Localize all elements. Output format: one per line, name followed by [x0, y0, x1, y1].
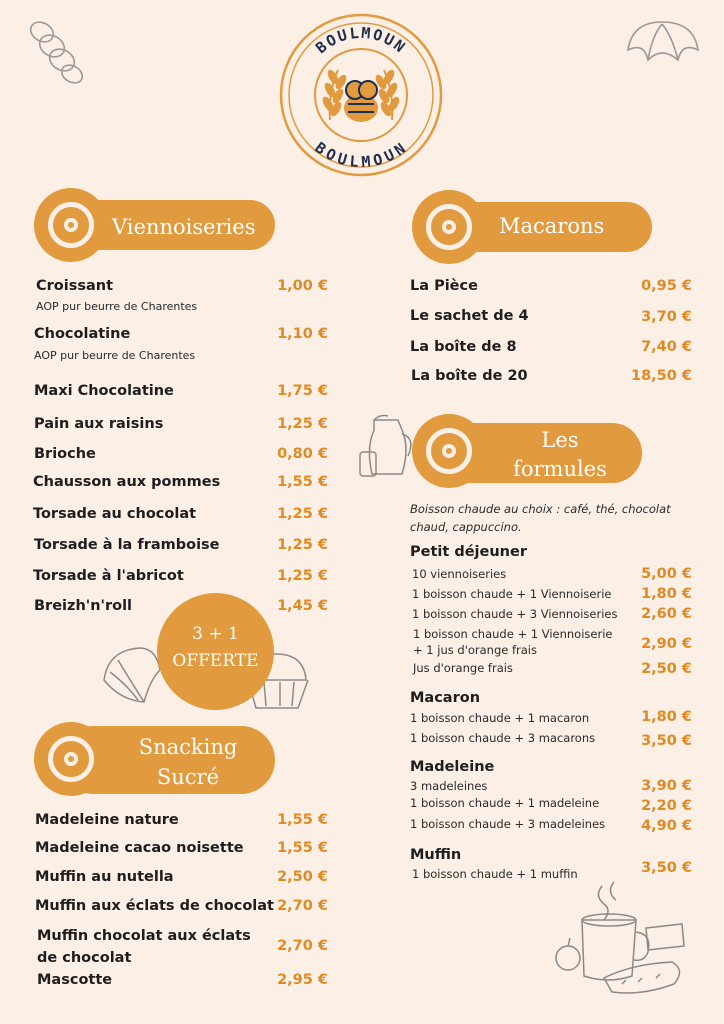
formule-item-price: 4,90 €	[641, 818, 692, 834]
menu-item-name: Chausson aux pommes	[33, 474, 221, 490]
formule-item-name: 1 boisson chaude + 1 muffin	[412, 867, 578, 881]
menu-item-desc: AOP pur beurre de Charentes	[36, 300, 198, 313]
formule-item-name: 1 boisson chaude + 1 Viennoiserie	[412, 587, 612, 601]
menu-item-price: 7,40 €	[641, 339, 692, 355]
promo-line1: 3 + 1	[192, 624, 239, 644]
menu-item-price: 1,25 €	[277, 416, 328, 432]
menu-item-name: Maxi Chocolatine	[34, 383, 174, 399]
promo-line2: OFFERTE	[172, 651, 259, 671]
menu-item-price: 2,50 €	[277, 869, 328, 885]
formules-note-line1: Boisson chaude au choix : café, thé, chocolat	[410, 502, 671, 516]
menu-item-name: La Pièce	[410, 278, 478, 294]
formule-title: Petit déjeuner	[410, 544, 527, 560]
formule-item-price: 2,50 €	[641, 661, 692, 677]
formule-item-name: 1 boisson chaude + 3 macarons	[410, 731, 596, 745]
formule-item-name: 1 boisson chaude + 1 Viennoiserie	[413, 627, 613, 641]
formule-item-name: + 1 jus d'orange frais	[413, 643, 537, 657]
menu-item-price: 0,80 €	[277, 446, 328, 462]
logo-name-bottom: BOULMOUN	[311, 138, 411, 172]
menu-item-name: La boîte de 8	[410, 339, 517, 355]
formule-item-price: 2,60 €	[641, 606, 692, 622]
formule-title: Madeleine	[410, 759, 495, 775]
menu-item-name: Torsade au chocolat	[33, 506, 197, 522]
formule-item-price: 3,90 €	[641, 778, 692, 794]
menu-item-price: 1,10 €	[277, 326, 328, 342]
menu-item-name: Madeleine nature	[35, 812, 179, 828]
menu-item-name: Torsade à la framboise	[34, 537, 220, 553]
menu-item-price: 2,70 €	[277, 898, 328, 914]
formule-item-price: 5,00 €	[641, 566, 692, 582]
braided-bread-sketch-icon	[22, 14, 90, 86]
promo-badge	[157, 593, 274, 710]
section-title-snacking-line1: Snacking	[138, 735, 238, 759]
menu-item-name: La boîte de 20	[411, 368, 528, 384]
section-title-snacking-line2: Sucré	[156, 765, 220, 789]
menu-item-price: 2,70 €	[277, 938, 328, 954]
menu-item-name: Madeleine cacao noisette	[35, 840, 244, 856]
menu-item-name: de chocolat	[37, 950, 132, 966]
menu-item-price: 1,45 €	[277, 598, 328, 614]
menu-item-price: 18,50 €	[630, 368, 692, 384]
menu-item-price: 1,25 €	[277, 568, 328, 584]
vinyl-disc-icon	[34, 188, 108, 262]
menu-item-desc: AOP pur beurre de Charentes	[34, 349, 196, 362]
formule-item-price: 2,20 €	[641, 798, 692, 814]
croissant-sketch-icon	[622, 16, 704, 72]
formule-item-name: 3 madeleines	[410, 779, 488, 793]
formule-title: Muffin	[410, 847, 462, 863]
menu-item-price: 1,55 €	[277, 474, 328, 490]
menu-item-name: Muffin aux éclats de chocolat	[35, 898, 274, 914]
formule-title: Macaron	[410, 690, 481, 706]
formule-item-name: 10 viennoiseries	[412, 567, 507, 581]
formule-item-name: 1 boisson chaude + 3 Viennoiseries	[412, 607, 618, 621]
wheat-icon	[374, 68, 402, 120]
menu-item-price: 1,25 €	[277, 537, 328, 553]
section-title-formules-line2: formules	[513, 457, 607, 481]
boulmoun-logo	[278, 12, 444, 178]
menu-item-name: Muffin au nutella	[35, 869, 174, 885]
formule-item-name: 1 boisson chaude + 3 madeleines	[410, 817, 606, 831]
formule-item-name: Jus d'orange frais	[413, 661, 513, 675]
svg-text:BOULMOUN	[312, 24, 410, 57]
menu-item-name: Torsade à l'abricot	[33, 568, 184, 584]
coffee-breakfast-sketch-icon	[552, 880, 690, 998]
menu-item-name: Croissant	[36, 278, 114, 294]
menu-item-price: 3,70 €	[641, 309, 692, 325]
formules-note-line2: chaud, cappuccino.	[410, 520, 522, 534]
formule-item-price: 2,90 €	[641, 636, 692, 652]
formule-item-price: 3,50 €	[641, 860, 692, 876]
menu-item-price: 1,55 €	[277, 812, 328, 828]
menu-item-price: 1,25 €	[277, 506, 328, 522]
vinyl-disc-icon	[412, 190, 486, 264]
menu-item-price: 1,75 €	[277, 383, 328, 399]
logo-name-top: BOULMOUN	[312, 23, 410, 58]
menu-item-name: Le sachet de 4	[410, 308, 529, 324]
menu-item-price: 2,95 €	[277, 972, 328, 988]
menu-item-name: Pain aux raisins	[34, 416, 164, 432]
formule-item-price: 3,50 €	[641, 733, 692, 749]
menu-item-name: Breizh'n'roll	[34, 598, 133, 614]
menu-item-price: 1,55 €	[277, 840, 328, 856]
bread-icon	[344, 81, 378, 122]
formule-item-price: 1,80 €	[641, 709, 692, 725]
menu-item-name: Chocolatine	[34, 326, 131, 342]
menu-item-name: Muffin chocolat aux éclats	[37, 928, 251, 944]
section-title-macarons: Macarons	[499, 214, 605, 238]
menu-item-price: 0,95 €	[641, 278, 692, 294]
section-title-formules-line1: Les	[541, 428, 579, 452]
formule-item-name: 1 boisson chaude + 1 madeleine	[410, 796, 600, 810]
formule-item-name: 1 boisson chaude + 1 macaron	[410, 711, 590, 725]
menu-item-name: Mascotte	[37, 972, 113, 988]
menu-item-price: 1,00 €	[277, 278, 328, 294]
formule-item-price: 1,80 €	[641, 586, 692, 602]
section-title-viennoiseries: Viennoiseries	[112, 215, 256, 239]
wheat-icon	[321, 68, 349, 120]
vinyl-disc-icon	[34, 722, 108, 796]
vinyl-disc-icon	[412, 414, 486, 488]
menu-item-name: Brioche	[34, 446, 96, 462]
